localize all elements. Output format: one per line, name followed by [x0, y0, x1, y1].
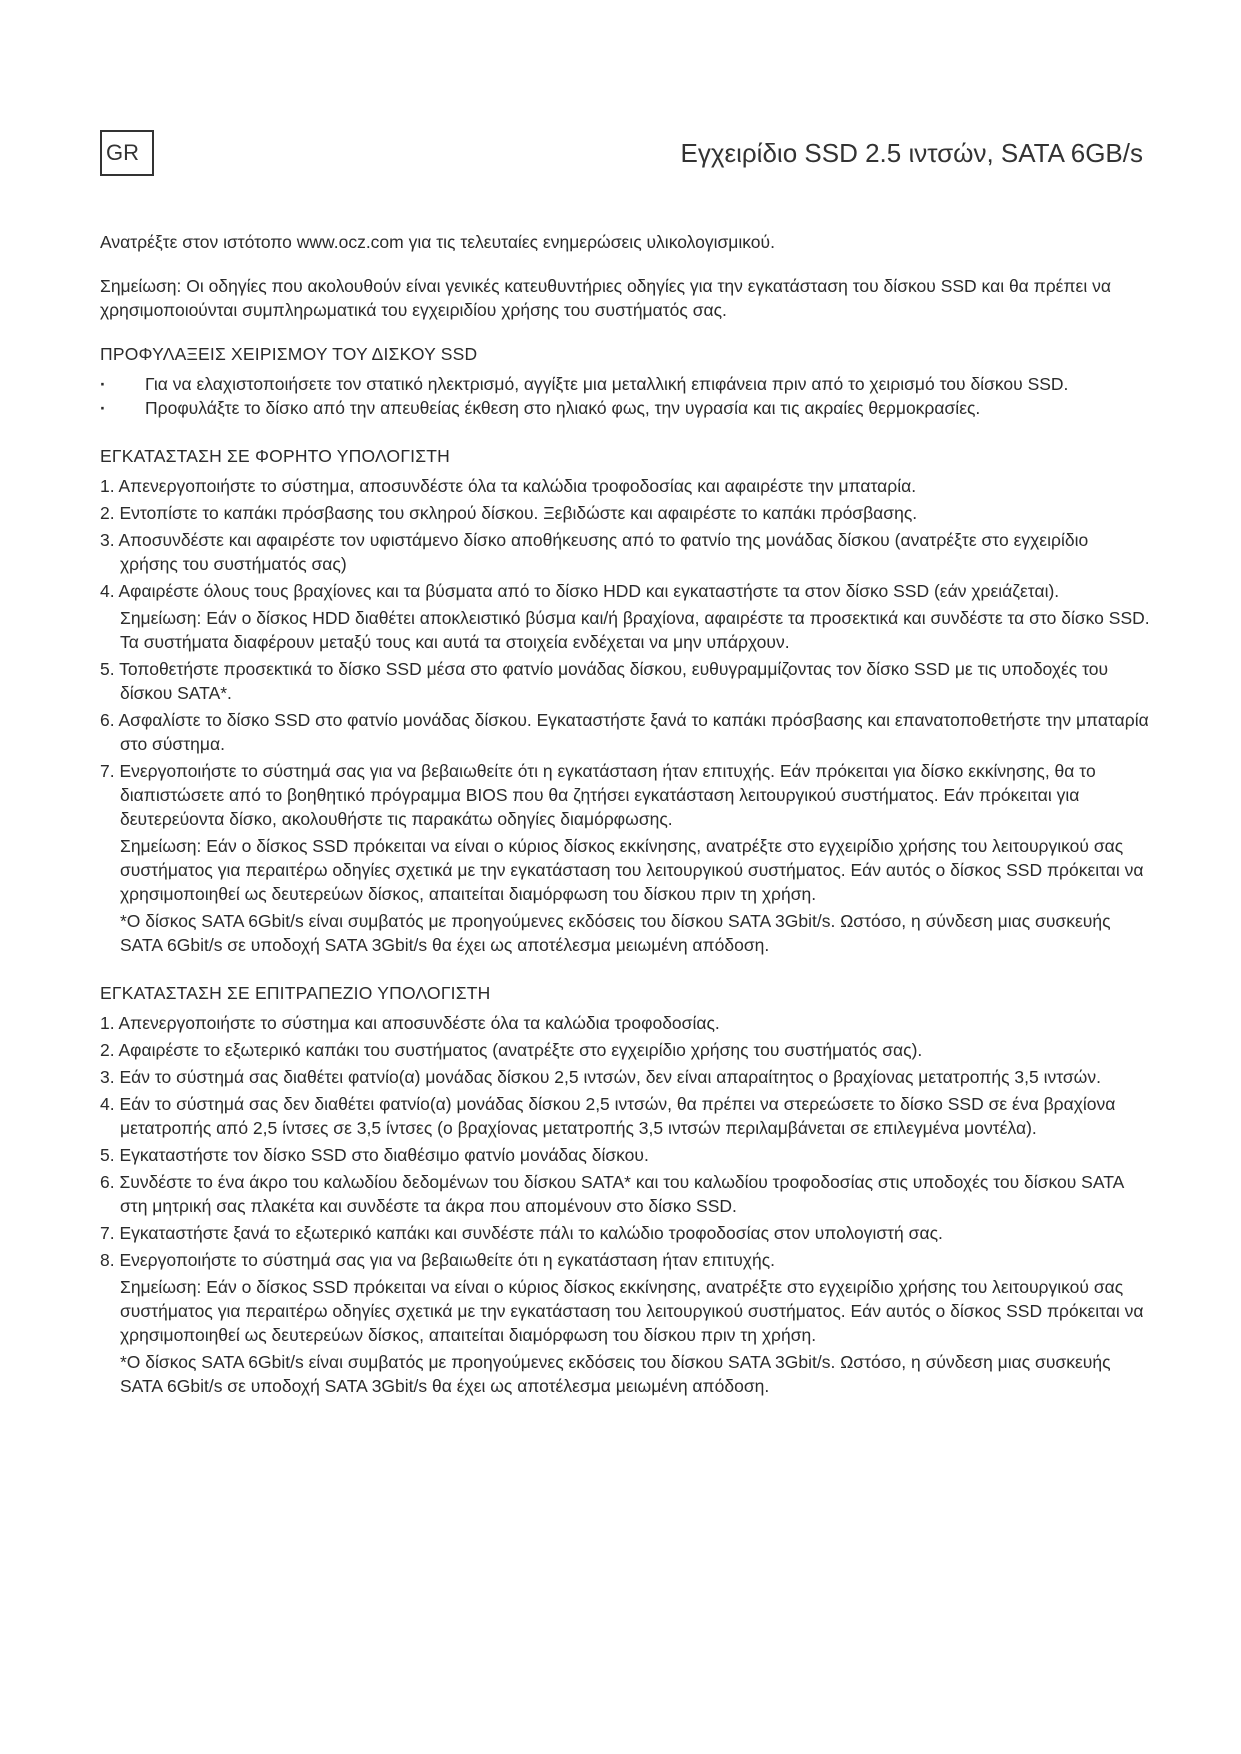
laptop-install-steps — [100, 474, 1150, 957]
laptop-step: 3. Αποσυνδέστε και αφαιρέστε τον υφιστάμενο δίσκο αποθήκευσης από το φατνίο της μονάδας δίσκου (ανατρέξτε στο εγχειρίδιο χρήσης του συστήματός σας) — [100, 530, 1089, 574]
precautions-heading: ΠΡΟΦΥΛΑΞΕΙΣ ΧΕΙΡΙΣΜΟΥ ΤΟΥ ΔΙΣΚΟΥ SSD — [100, 344, 478, 364]
desktop-step8-note: Σημείωση: Εάν ο δίσκος SSD πρόκειται να είναι ο κύριος δίσκος εκκίνησης, ανατρέξτε στο εγχειρίδιο χρήσης του λειτουργικού σας συστήματος για περαιτέρω οδηγίες σχετικά με την εγκατάσταση του λειτουργικού συστήματος. Εάν αυτός ο δίσκος SSD πρόκειται να χρησιμοποιηθεί ως δευτερεύων δίσκος, απαιτείται διαμόρφωση του δίσκου πριν τη χρήση. — [120, 1277, 1144, 1345]
precautions-list — [100, 372, 1150, 420]
firmware-update-note: Ανατρέξτε στον ιστότοπο www.ocz.com για τις τελευταίες ενημερώσεις υλικολογισμικού. — [100, 232, 775, 252]
precaution-item: · Για να ελαχιστοποιήσετε τον στατικό ηλεκτρισμό, αγγίξτε μια μεταλλική επιφάνεια πριν από το χειρισμό του δίσκου SSD. — [100, 372, 1150, 396]
laptop-step4-note: Σημείωση: Εάν ο δίσκος HDD διαθέτει αποκλειστικό βύσμα και/ή βραχίονα, αφαιρέστε τα προσεκτικά και συνδέστε τα στο δίσκο SSD. Τα συστήματα διαφέρουν μεταξύ τους και αυτά τα στοιχεία ενδέχεται να μην υπάρχουν. — [120, 608, 1150, 652]
desktop-install-steps — [100, 1011, 1150, 1398]
desktop-step: 8. Ενεργοποιήστε το σύστημά σας για να βεβαιωθείτε ότι η εγκατάσταση ήταν επιτυχής. — [100, 1250, 776, 1270]
laptop-step7-note: Σημείωση: Εάν ο δίσκος SSD πρόκειται να είναι ο κύριος δίσκος εκκίνησης, ανατρέξτε στο εγχειρίδιο χρήσης του λειτουργικού σας συστήματος για περαιτέρω οδηγίες σχετικά με την εγκατάσταση του λειτουργικού συστήματος. Εάν αυτός ο δίσκος SSD πρόκειται να χρησιμοποιηθεί ως δευτερεύων δίσκος, απαιτείται διαμόρφωση του δίσκου πριν τη χρήση. — [120, 836, 1144, 904]
desktop-step: 4. Εάν το σύστημά σας δεν διαθέτει φατνίο(α) μονάδας δίσκου 2,5 ιντσών, θα πρέπει να στερεώσετε το δίσκο SSD σε ένα βραχίονα μετατροπής από 2,5 ίντσες σε 3,5 ίντσες (ο βραχίονας μετατροπής 3,5 ιντσών περιλαμβάνεται σε επιλεγμένα μοντέλα). — [100, 1094, 1116, 1138]
desktop-sata-note: *Ο δίσκος SATA 6Gbit/s είναι συμβατός με προηγούμενες εκδόσεις του δίσκου SATA 3Gbit/s. Ωστόσο, η σύνδεση μιας συσκευής SATA 6Gbit/s σε υποδοχή SATA 3Gbit/s θα έχει ως αποτέλεσμα μειωμένη απόδοση. — [120, 1352, 1111, 1396]
laptop-step: 1. Απενεργοποιήστε το σύστημα, αποσυνδέστε όλα τα καλώδια τροφοδοσίας και αφαιρέστε την μπαταρία. — [100, 476, 917, 496]
laptop-step: 7. Ενεργοποιήστε το σύστημά σας για να βεβαιωθείτε ότι η εγκατάσταση ήταν επιτυχής. Εάν πρόκειται για δίσκο εκκίνησης, θα το διαπιστώσετε από το βοηθητικό πρόγραμμα BIOS που θα ζητήσει εγκατάσταση λειτουργικού συστήματος. Εάν πρόκειται για δευτερεύοντα δίσκο, ακολουθήστε τις παρακάτω οδηγίες διαμόρφωσης. — [100, 761, 1096, 829]
page-title: Εγχειρίδιο SSD 2.5 ιντσών, SATA 6GB/s — [680, 138, 1143, 168]
desktop-step: 1. Απενεργοποιήστε το σύστημα και αποσυνδέστε όλα τα καλώδια τροφοδοσίας. — [100, 1013, 720, 1033]
desktop-step: 7. Εγκαταστήστε ξανά το εξωτερικό καπάκι και συνδέστε πάλι το καλώδιο τροφοδοσίας στον υπολογιστή σας. — [100, 1223, 943, 1243]
laptop-install-heading: ΕΓΚΑΤΑΣΤΑΣΗ ΣΕ ΦΟΡΗΤΟ ΥΠΟΛΟΓΙΣΤΗ — [100, 446, 450, 466]
desktop-step: 5. Εγκαταστήστε τον δίσκο SSD στο διαθέσιμο φατνίο μονάδας δίσκου. — [100, 1145, 649, 1165]
general-note: Σημείωση: Οι οδηγίες που ακολουθούν είναι γενικές κατευθυντήριες οδηγίες για την εγκατάσταση του δίσκου SSD και θα πρέπει να χρησιμοποιούνται συμπληρωματικά του εγχειριδίου χρήσης του συστήματός σας. — [100, 276, 1111, 320]
desktop-step: 2. Αφαιρέστε το εξωτερικό καπάκι του συστήματος (ανατρέξτε στο εγχειρίδιο χρήσης του συστήματός σας). — [100, 1040, 923, 1060]
desktop-step: 6. Συνδέστε το ένα άκρο του καλωδίου δεδομένων του δίσκου SATA* και του καλωδίου τροφοδοσίας στις υποδοχές του δίσκου SATA στη μητρική σας πλακέτα και συνδέστε τα άκρα που απομένουν στο δίσκο SSD. — [100, 1172, 1124, 1216]
desktop-step: 3. Εάν το σύστημά σας διαθέτει φατνίο(α) μονάδας δίσκου 2,5 ιντσών, δεν είναι απαραίτητος ο βραχίονας μετατροπής 3,5 ιντσών. — [100, 1067, 1101, 1087]
precaution-item: · Προφυλάξτε το δίσκο από την απευθείας έκθεση στο ηλιακό φως, την υγρασία και τις ακραίες θερμοκρασίες. — [100, 396, 1150, 420]
manual-content — [100, 230, 1150, 1422]
laptop-step: 2. Εντοπίστε το καπάκι πρόσβασης του σκληρού δίσκου. Ξεβιδώστε και αφαιρέστε το καπάκι πρόσβασης. — [100, 503, 918, 523]
laptop-step: 4. Αφαιρέστε όλους τους βραχίονες και τα βύσματα από το δίσκο HDD και εγκαταστήστε τα στον δίσκο SSD (εάν χρειάζεται). — [100, 581, 1060, 601]
laptop-step: 5. Τοποθετήστε προσεκτικά το δίσκο SSD μέσα στο φατνίο μονάδας δίσκου, ευθυγραμμίζοντας τον δίσκο SSD με τις υποδοχές του δίσκου SATA*. — [100, 659, 1109, 703]
language-code-badge: GR — [100, 130, 154, 176]
laptop-step: 6. Ασφαλίστε το δίσκο SSD στο φατνίο μονάδας δίσκου. Εγκαταστήστε ξανά το καπάκι πρόσβασης και επανατοποθετήστε την μπαταρία στο σύστημα. — [100, 710, 1149, 754]
desktop-install-heading: ΕΓΚΑΤΑΣΤΑΣΗ ΣΕ ΕΠΙΤΡΑΠΕΖΙΟ ΥΠΟΛΟΓΙΣΤΗ — [100, 983, 491, 1003]
laptop-sata-note: *Ο δίσκος SATA 6Gbit/s είναι συμβατός με προηγούμενες εκδόσεις του δίσκου SATA 3Gbit/s. Ωστόσο, η σύνδεση μιας συσκευής SATA 6Gbit/s σε υποδοχή SATA 3Gbit/s θα έχει ως αποτέλεσμα μειωμένη απόδοση. — [120, 911, 1111, 955]
